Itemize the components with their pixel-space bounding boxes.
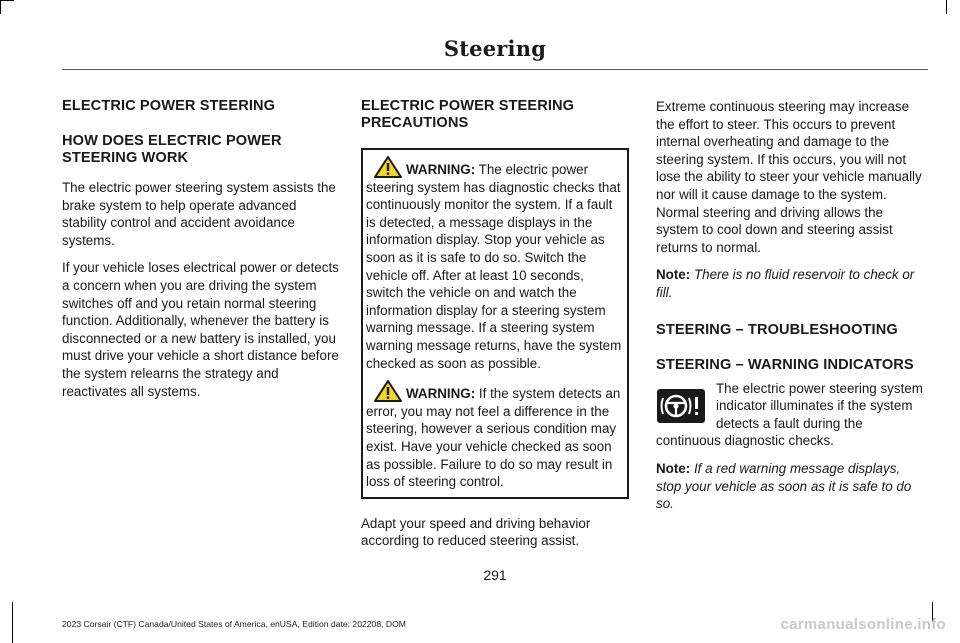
crop-mark-bottom-left bbox=[12, 602, 13, 643]
section-heading: STEERING – TROUBLESHOOTING bbox=[656, 321, 898, 338]
header-rule bbox=[62, 69, 928, 70]
indicator-paragraph bbox=[656, 380, 928, 450]
note bbox=[656, 460, 928, 513]
steering-warning-indicator-icon bbox=[656, 388, 706, 424]
note bbox=[656, 266, 928, 301]
subsection-heading: HOW DOES ELECTRIC POWER STEERING WORK bbox=[62, 133, 282, 166]
column-1 bbox=[62, 98, 339, 410]
column-3 bbox=[656, 98, 928, 523]
paragraph: Adapt your speed and driving behavior according to reduced steering assist. bbox=[361, 515, 591, 549]
section-heading: ELECTRIC POWER STEERING PRECAUTIONS bbox=[361, 98, 575, 131]
warning-triangle-icon bbox=[374, 156, 402, 178]
warning-triangle-icon bbox=[374, 380, 402, 402]
subsection-heading: STEERING – WARNING INDICATORS bbox=[656, 356, 914, 373]
paragraph: If your vehicle loses electrical power or detects a concern when you are driving the system switches off and you retain normal steering function. Additionally, whenever the battery is disconnected or a new battery is installed, you must drive your vehicle a short distance before the system relearns the strategy and reactivates all systems. bbox=[62, 260, 339, 399]
note-text: There is no fluid reservoir to check or fill. bbox=[656, 267, 915, 300]
watermark: carmanualsonline.info bbox=[780, 616, 946, 633]
warning-box bbox=[361, 148, 629, 499]
warning-label: WARNING: bbox=[406, 386, 476, 402]
note-text: If a red warning message displays, stop your vehicle as soon as it is safe to do so. bbox=[656, 460, 912, 512]
warning-paragraph bbox=[366, 156, 624, 372]
page-title: Steering bbox=[443, 36, 547, 61]
note-label: Note: bbox=[656, 267, 691, 283]
note-label: Note: bbox=[656, 460, 691, 476]
section-heading: ELECTRIC POWER STEERING bbox=[62, 98, 276, 114]
warning-paragraph bbox=[366, 380, 624, 491]
footer-edition-info: 2023 Corsair (CTF) Canada/United States of America, enUSA, Edition date: 202208, DOM bbox=[62, 619, 406, 629]
warning-label: WARNING: bbox=[406, 162, 476, 177]
crop-mark-top-left-h bbox=[0, 0, 14, 1]
crop-mark-top-right bbox=[946, 0, 947, 14]
column-2 bbox=[361, 98, 629, 560]
indicator-text: The electric power steering system indicator illuminates if the system detects a fault during the continuous diagnostic checks. bbox=[656, 380, 923, 449]
warning-text: The electric power steering system has diagnostic checks that continuously monitor the system. If a fault is detected, a message displays in the information display. Stop your vehicle as soon as it is safe to do so. Switch the vehicle off. After at least 10 seconds, switch the vehicle on and watch the information display for a steering system warning message. If a steering system warning message returns, have the system checked as soon as possible. bbox=[366, 162, 622, 371]
paragraph: Extreme continuous steering may increase the effort to steer. This occurs to prevent internal overheating and damage to the steering system. If this occurs, you will not lose the ability to steer your vehicle manually nor will it cause damage to the system. Normal steering and driving allows the system to cool down and steering assist returns to normal. bbox=[656, 99, 922, 255]
crop-mark-top-left bbox=[0, 0, 1, 14]
page-number: 291 bbox=[483, 567, 507, 583]
paragraph: The electric power steering system assists the brake system to help operate advanced stability control and accident avoidance systems. bbox=[62, 180, 336, 248]
warning-text: If the system detects an error, you may not feel a difference in the steering, however a serious condition may exist. Have your vehicle checked as soon as possible. Failure to do so may result in loss of steering control. bbox=[366, 386, 621, 490]
